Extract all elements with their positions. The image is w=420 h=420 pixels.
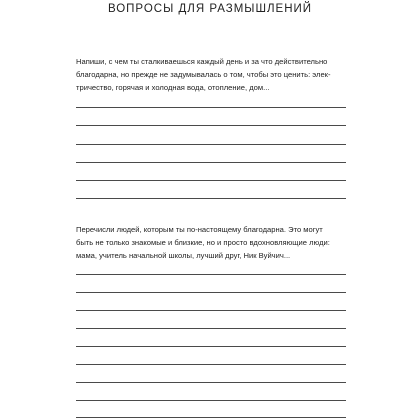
writing-line[interactable] [76, 274, 346, 275]
prompt-line: быть не только знакомые и близкие, но и просто вдохновляющие люди: [76, 238, 330, 247]
writing-line[interactable] [76, 382, 346, 383]
writing-line[interactable] [76, 144, 346, 145]
writing-line[interactable] [76, 292, 346, 293]
writing-line[interactable] [76, 180, 346, 181]
prompt-line: Напиши, с чем ты сталкиваешься каждый день и за что действительно [76, 57, 328, 66]
writing-line[interactable] [76, 310, 346, 311]
writing-line[interactable] [76, 328, 346, 329]
prompt-line: благодарна, но прежде не задумывалась о том, чтобы это ценить: элек- [76, 70, 331, 79]
reflection-prompt-everyday-things [76, 55, 348, 94]
writing-line[interactable] [76, 198, 346, 199]
writing-line[interactable] [76, 125, 346, 126]
writing-line[interactable] [76, 346, 346, 347]
writing-line[interactable] [76, 364, 346, 365]
reflection-prompt-grateful-people [76, 223, 348, 262]
prompt-line: Перечисли людей, которым ты по-настоящему благодарна. Это могут [76, 225, 323, 234]
writing-line[interactable] [76, 162, 346, 163]
prompt-line: тричество, горячая и холодная вода, отопление, дом... [76, 83, 270, 92]
prompt-line: мама, учитель начальной школы, лучший друг, Ник Вуйчич... [76, 251, 291, 260]
page-title: ВОПРОСЫ ДЛЯ РАЗМЫШЛЕНИЙ [107, 3, 313, 15]
writing-line[interactable] [76, 417, 346, 418]
writing-line[interactable] [76, 107, 346, 108]
writing-line[interactable] [76, 400, 346, 401]
